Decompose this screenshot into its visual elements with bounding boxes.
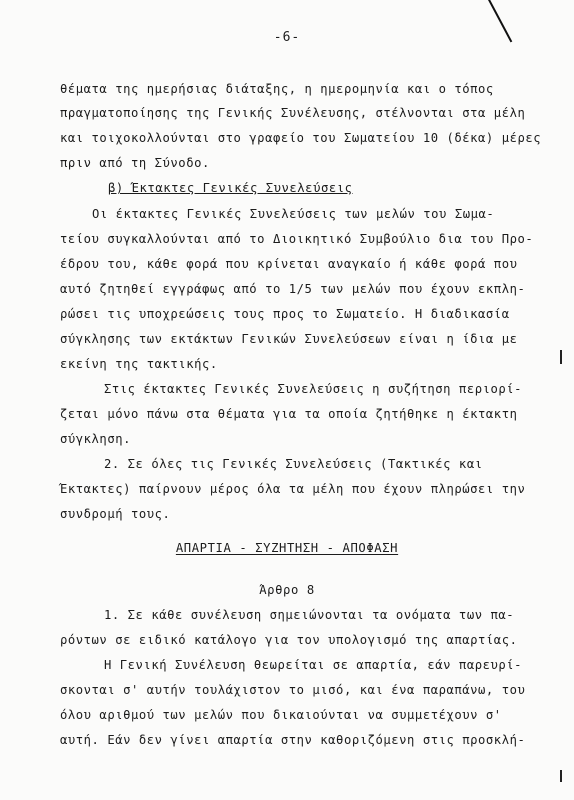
text-line: και τοιχοκολλούνται στο γραφείο του Σωματείου 10 (δέκα) μέρες <box>60 131 542 145</box>
text-line: όλου αριθμού των μελών που δικαιούνται να συμμετέχουν σ' <box>60 708 502 722</box>
text-line: τείου συγκαλλούνται από το Διοικητικό Συμβούλιο δια του Προ- <box>60 232 534 246</box>
text-line: 2. Σε όλες τις Γενικές Συνελεύσεις (Τακτικές και <box>104 457 483 471</box>
subsection-heading: β) Έκτακτες Γενικές Συνελεύσεις <box>108 181 353 195</box>
text-line: σύγκλησης των εκτάκτων Γενικών Συνελεύσεων είναι η ίδια με <box>60 332 518 346</box>
page-number: -6- <box>273 30 301 45</box>
margin-mark <box>560 770 562 782</box>
text-line: σύγκληση. <box>60 432 131 446</box>
text-line: ζεται μόνο πάνω στα θέματα για τα οποία ζητήθηκε η έκτακτη <box>60 407 518 421</box>
text-line: Η Γενική Συνέλευση θεωρείται σε απαρτία, εάν παρευρί- <box>104 658 523 672</box>
text-line: Οι έκτακτες Γενικές Συνελεύσεις των μελών του Σωμα- <box>92 207 495 221</box>
text-line: σκονται σ' αυτήν τουλάχιστον το μισό, και ένα παραπάνω, του <box>60 683 526 697</box>
text-line: αυτή. Εάν δεν γίνει απαρτία στην καθοριζόμενη στις προσκλή- <box>60 733 526 747</box>
text-line: αυτό ζητηθεί εγγράφως από το 1/5 των μελών που έχουν εκπλη- <box>60 282 526 296</box>
text-line: εκείνη της τακτικής. <box>60 357 218 371</box>
text-line: Έκτακτες) παίρνουν μέρος όλα τα μέλη που έχουν πληρώσει την <box>60 482 526 496</box>
text-line: έδρου του, κάθε φορά που κρίνεται αναγκαίο ή κάθε φορά που <box>60 257 518 271</box>
text-line: θέματα της ημερήσιας διάταξης, η ημερομηνία και ο τόπος <box>60 82 494 96</box>
text-line: 1. Σε κάθε συνέλευση σημειώνονται τα ονόματα των πα- <box>104 608 515 622</box>
article-title: Άρθρο 8 <box>259 583 315 597</box>
text-line: ρώσει τις υποχρεώσεις τους προς το Σωματείο. Η διαδικασία <box>60 307 510 321</box>
text-line: συνδρομή τους. <box>60 507 171 521</box>
text-line: Στις έκτακτες Γενικές Συνελεύσεις η συζήτηση περιορί- <box>104 382 523 396</box>
section-title: ΑΠΑΡΤΙΑ - ΣΥΖΗΤΗΣΗ - ΑΠΟΦΑΣΗ <box>175 541 399 555</box>
margin-mark <box>560 350 562 364</box>
text-line: πραγματοποίησης της Γενικής Συνέλευσης, στέλνονται στα μέλη <box>60 106 526 120</box>
text-line: πριν από τη Σύνοδο. <box>60 156 210 170</box>
text-line: ρόντων σε ειδικό κατάλογο για τον υπολογισμό της απαρτίας. <box>60 633 518 647</box>
